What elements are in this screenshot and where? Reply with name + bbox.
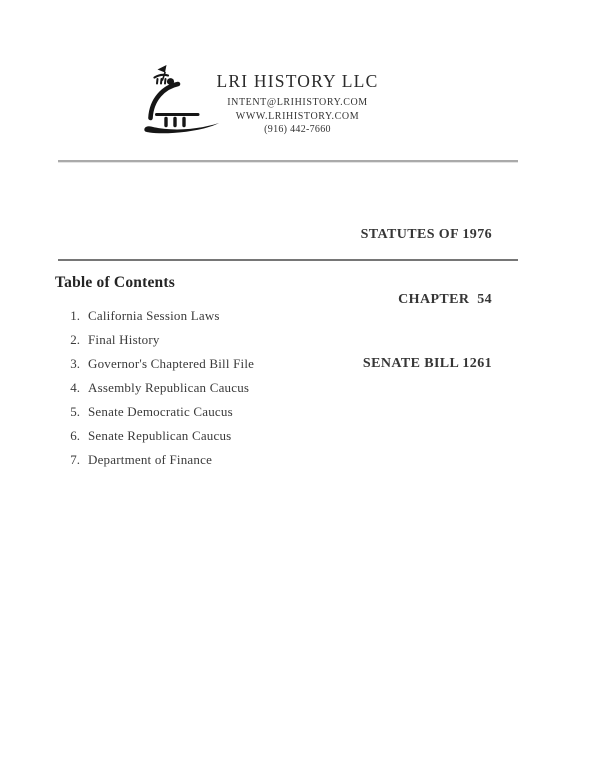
toc-item-label: Final History bbox=[88, 332, 160, 347]
website-line: WWW.LRIHISTORY.COM bbox=[235, 111, 360, 122]
toc-item-label: Governor's Chaptered Bill File bbox=[88, 356, 255, 371]
toc-item-number: 1. bbox=[70, 308, 80, 323]
phone-line: (916) 442-7660 bbox=[264, 124, 331, 135]
toc-item bbox=[62, 352, 254, 376]
toc-item-number: 7. bbox=[70, 452, 80, 467]
toc-item bbox=[62, 424, 254, 448]
toc-heading: Table of Contents bbox=[55, 274, 175, 291]
toc-item bbox=[62, 400, 254, 424]
toc-item-number: 5. bbox=[70, 404, 80, 419]
toc-item-label: Senate Republican Caucus bbox=[88, 428, 232, 443]
toc-item bbox=[62, 304, 254, 328]
toc-item-label: California Session Laws bbox=[88, 308, 220, 323]
statute-bill-line: SENATE BILL 1261 bbox=[362, 356, 492, 371]
toc-item bbox=[62, 376, 254, 400]
toc-item bbox=[62, 328, 254, 352]
toc-list bbox=[62, 304, 254, 472]
toc-item bbox=[62, 448, 254, 472]
statute-reference-block bbox=[361, 181, 492, 418]
toc-item-label: Senate Democratic Caucus bbox=[88, 404, 233, 419]
company-name: LRI HISTORY LLC bbox=[216, 71, 379, 91]
toc-item-label: Assembly Republican Caucus bbox=[88, 380, 250, 395]
email-line: INTENT@LRIHISTORY.COM bbox=[227, 97, 368, 108]
toc-item-number: 6. bbox=[70, 428, 80, 443]
statute-year-line: STATUTES OF 1976 bbox=[360, 227, 492, 242]
toc-item-label: Department of Finance bbox=[88, 452, 213, 467]
toc-item-number: 4. bbox=[70, 380, 80, 395]
toc-item-number: 2. bbox=[70, 332, 80, 347]
divider-top bbox=[58, 160, 518, 163]
toc-item-number: 3. bbox=[70, 356, 80, 371]
statute-chapter-line: CHAPTER 54 bbox=[398, 291, 492, 307]
